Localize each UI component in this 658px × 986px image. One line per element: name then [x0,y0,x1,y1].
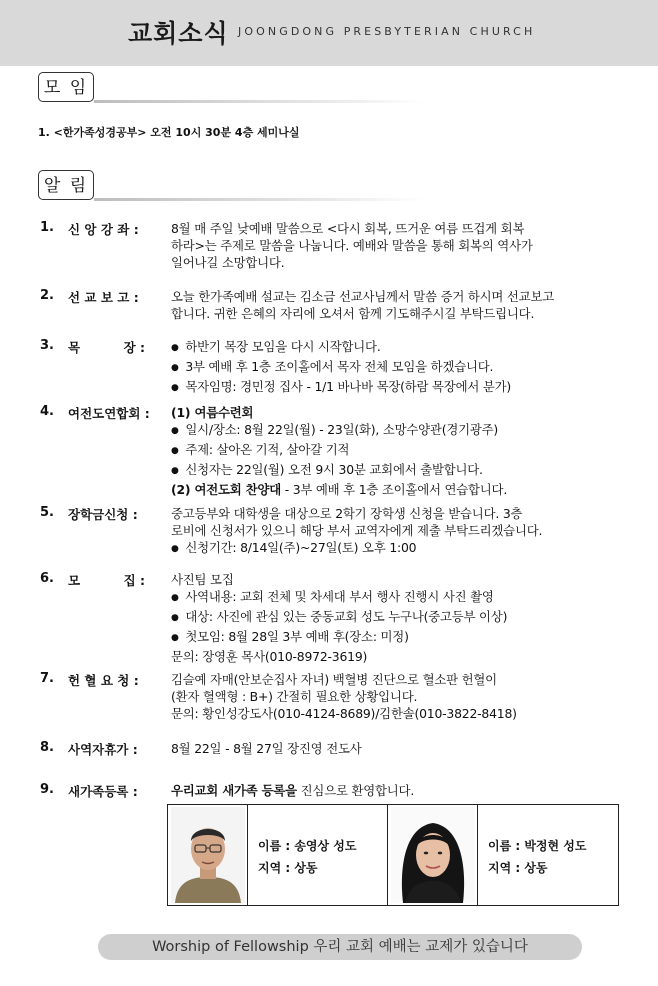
item-body [171,404,619,498]
section-notice-label: 알 림 [38,170,94,200]
item-body [171,338,619,398]
item-number: 8. [40,740,54,755]
footer-banner: Worship of Fellowship 우리 교회 예배는 교제가 있습니다 [98,934,582,960]
item-number: 2. [40,288,54,303]
bullet-line: ● 3부 예배 후 1층 조이홀에서 목자 전체 모임을 하겠습니다. [171,358,619,378]
item-body [171,740,619,757]
item-body [171,671,619,722]
item-label: 사역자휴가 : [68,742,138,757]
body-line: 8월 22일 - 8월 27일 장진영 전도사 [171,741,362,756]
new-member-table [167,804,619,906]
item-number: 3. [40,338,54,353]
item-number: 6. [40,571,54,586]
section-meeting-divider [94,100,424,103]
item-label: 여전도연합회 : [68,406,150,421]
member-region: 지역 : 상동 [488,861,548,875]
new-member-info-1 [248,805,388,905]
welcome-text: 진심으로 환영합니다. [296,783,415,798]
bullet-line: ● 사역내용: 교회 전체 및 차세대 부서 행사 진행시 사진 촬영 [171,588,619,608]
body-line: (환자 혈액형 : B+) 간절히 필요한 상황입니다. [171,689,418,704]
item-body [171,220,619,271]
item-body [171,505,619,559]
subheading: (2) 여전도회 찬양대 [171,482,281,497]
item-label: 신 앙 강 좌 : [68,222,139,237]
contact-line: 문의: 황인성강도사(010-4124-8689)/김한솔(010-3822-8418) [171,706,517,721]
section-notice-divider [94,198,424,201]
item-body [171,571,619,665]
body-line: 오늘 한가족예배 설교는 김소금 선교사님께서 말씀 증거 하시며 선교보고 [171,289,554,304]
body-line: 일어나길 소망합니다. [171,255,285,270]
meeting-item: 1. <한가족성경공부> 오전 10시 30분 4층 세미나실 [38,126,300,139]
bullet-line: ● 신청자는 22일(월) 오전 9시 30분 교회에서 출발합니다. [171,461,619,481]
woman-portrait-icon [391,807,475,903]
item-label: 장학금신청 : [68,507,138,522]
item-label: 헌 혈 요 청 : [68,673,139,688]
new-member-photo-2 [388,805,478,905]
bullet-line: ● 주제: 살아온 기적, 살아갈 기적 [171,441,619,461]
page-title: 교회소식 [128,19,229,48]
body-line: 로비에 신청서가 있으니 해당 부서 교역자에게 제출 부탁드리겠습니다. [171,523,543,538]
item-label: 모 집 : [68,573,146,588]
body-line [171,782,619,799]
section-meeting-label: 모 임 [38,72,94,102]
new-member-photo-1 [168,805,248,905]
item-number: 9. [40,782,54,797]
bullet-line: ● 대상: 사진에 관심 있는 중동교회 성도 누구나(중고등부 이상) [171,608,619,628]
subheading-line [171,481,619,498]
item-label: 새가족등록 : [68,784,138,799]
item-body [171,782,619,799]
item-label: 선 교 보 고 : [68,290,139,305]
bullet-line: ● 목자임명: 경민정 집사 - 1/1 바나바 목장(하람 목장에서 분가) [171,378,619,398]
bullet-line: ● 하반기 목장 모임을 다시 시작합니다. [171,338,619,358]
body-line: 8월 매 주일 낮예배 말씀으로 <다시 회복, 뜨거운 여름 뜨겁게 회복 [171,221,525,236]
item-number: 4. [40,404,54,419]
church-name: JOONGDONG PRESBYTERIAN CHURCH [238,25,536,38]
body-line: 사진팀 모집 [171,572,234,587]
item-number: 1. [40,220,54,235]
bullet-line: ● 첫모임: 8월 28일 3부 예배 후(장소: 미정) [171,628,619,648]
header-banner [0,0,658,66]
member-name: 이름 : 박정현 성도 [488,839,587,853]
welcome-bold: 우리교회 새가족 등록을 [171,783,297,798]
subheading-text: - 3부 예배 후 1층 조이홀에서 연습합니다. [280,482,508,497]
member-region: 지역 : 상동 [258,861,318,875]
body-line: 중고등부와 대학생을 대상으로 2학기 장학생 신청을 받습니다. 3층 [171,506,523,521]
item-body [171,288,619,322]
item-number: 7. [40,671,54,686]
member-name: 이름 : 송영상 성도 [258,839,357,853]
contact-line: 문의: 장영훈 목사(010-8972-3619) [171,649,368,664]
bullet-line: ● 신청기간: 8/14일(주)~27일(토) 오후 1:00 [171,539,619,559]
bullet-line: ● 일시/장소: 8월 22일(월) - 23일(화), 소망수양관(경기광주) [171,421,619,441]
body-line: 하라>는 주제로 말씀을 나눕니다. 예배와 말씀을 통해 회복의 역사가 [171,238,533,253]
item-label: 목 장 : [68,340,146,355]
man-portrait-icon [171,807,245,903]
item-number: 5. [40,505,54,520]
body-line: 합니다. 귀한 은혜의 자리에 오셔서 함께 기도해주시길 부탁드립니다. [171,306,535,321]
subheading: (1) 여름수련회 [171,405,254,420]
body-line: 김슬예 자매(안보순집사 자녀) 백혈병 진단으로 혈소판 헌혈이 [171,672,497,687]
new-member-info-2 [478,805,618,905]
